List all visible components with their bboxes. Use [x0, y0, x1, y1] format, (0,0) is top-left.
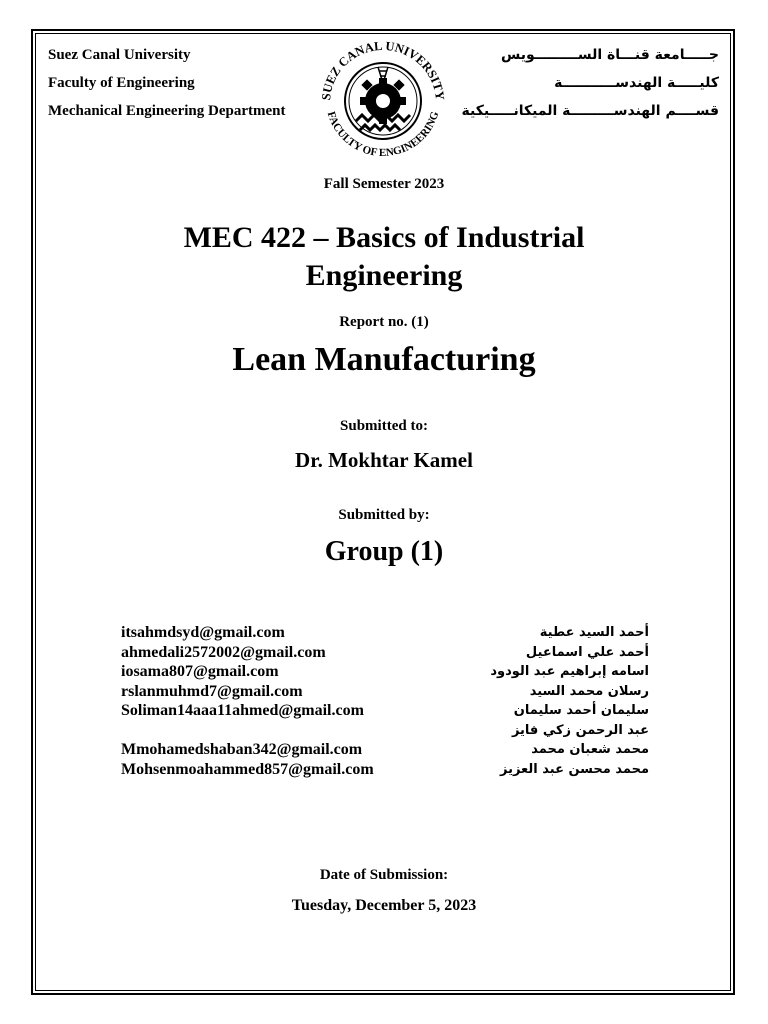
semester: Fall Semester 2023 — [323, 176, 445, 192]
member-name: محمد شعبان محمد — [531, 742, 649, 757]
submission-date: Tuesday, December 5, 2023 — [291, 897, 477, 914]
department-name-en: Mechanical Engineering Department — [48, 103, 286, 119]
submitted-by-label: Submitted by: — [338, 507, 430, 523]
department-name-ar: قســــم الهندســـــــــة الميكانـــــيكية — [461, 103, 719, 119]
member-name: محمد محسن عبد العزيز — [500, 761, 649, 777]
logo-bottom-text: FACULTY OF ENGINEERING — [324, 110, 442, 160]
member-row — [121, 623, 649, 643]
members-list — [121, 623, 649, 779]
group-name: Group (1) — [324, 536, 444, 567]
faculty-name-en: Faculty of Engineering — [48, 75, 195, 91]
report-title: Lean Manufacturing — [232, 341, 536, 378]
header-left — [48, 45, 285, 129]
submitted-to-name: Dr. Mokhtar Kamel — [295, 448, 473, 472]
member-email: rslanmuhmd7@gmail.com — [121, 682, 303, 700]
member-row — [121, 760, 649, 780]
member-row — [121, 721, 649, 741]
submitted-to-label: Submitted to: — [340, 418, 428, 434]
university-name-en: Suez Canal University — [48, 47, 191, 63]
member-email: Soliman14aaa11ahmed@gmail.com — [121, 702, 364, 719]
member-row — [121, 701, 649, 721]
member-name: أحمد علي اسماعيل — [525, 644, 649, 660]
member-email: ahmedali2572002@gmail.com — [121, 643, 326, 661]
member-name: أحمد السيد عطية — [539, 625, 649, 640]
faculty-name-ar: كليـــــة الهندســـــــــــة — [554, 75, 719, 91]
header-right — [444, 45, 719, 129]
member-name: رسلان محمد السيد — [529, 683, 649, 699]
member-email: iosama807@gmail.com — [121, 663, 279, 680]
university-logo — [316, 37, 450, 165]
course-title — [36, 219, 732, 295]
member-name: اسامه إبراهيم عبد الودود — [490, 664, 649, 679]
course-title-line1: MEC 422 – Basics of Industrial — [183, 221, 585, 254]
member-row — [121, 662, 649, 682]
member-name: عبد الرحمن زكي فايز — [511, 722, 649, 738]
member-name: سليمان أحمد سليمان — [513, 703, 649, 718]
member-email: Mohsenmoahammed857@gmail.com — [121, 760, 374, 778]
member-row — [121, 682, 649, 702]
member-email: itsahmdsyd@gmail.com — [121, 624, 285, 641]
member-row — [121, 643, 649, 663]
logo-top-text: SUEZ CANAL UNIVERSITY — [319, 38, 448, 101]
report-number: Report no. (1) — [339, 314, 429, 330]
submission-date-label: Date of Submission: — [319, 867, 449, 883]
member-email: Mmohamedshaban342@gmail.com — [121, 741, 363, 758]
course-title-line2: Engineering — [305, 259, 463, 292]
member-row — [121, 740, 649, 760]
university-name-ar: جـــــامعة قنـــاة الســـــــــويس — [500, 47, 719, 63]
